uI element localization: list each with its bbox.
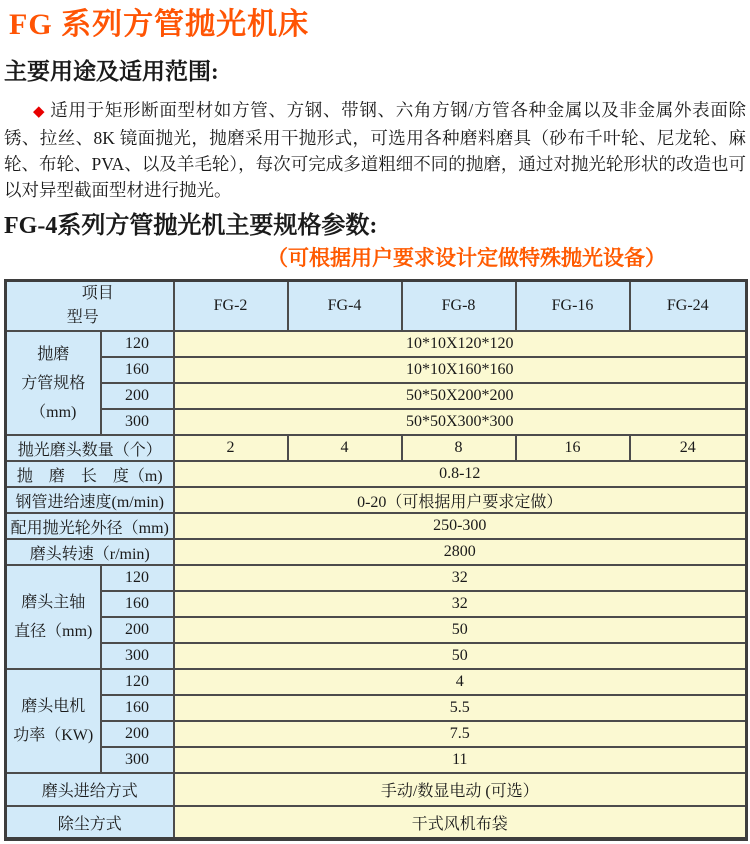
feed-speed-value: 0-20（可根据用户要求定做） [174, 487, 747, 513]
motor-sub-label: 120 [101, 669, 174, 695]
model-header-fg2: FG-2 [174, 281, 288, 332]
spec-group-label-line: 抛磨 [37, 345, 70, 363]
model-header-fg8: FG-8 [402, 281, 516, 332]
corner-cell [6, 281, 174, 332]
table-row [6, 383, 747, 409]
spindle-value: 32 [174, 591, 747, 617]
feed-mode-value: 手动/数显电动 (可选） [174, 773, 747, 806]
spindle-value: 32 [174, 565, 747, 591]
table-row [6, 591, 747, 617]
table-row [6, 331, 747, 357]
table-row [6, 617, 747, 643]
spec-value: 50*50X200*200 [174, 383, 747, 409]
usage-text: 适用于矩形断面型材如方管、方钢、带钢、六角方钢/方管各种金属以及非金属外表面除锈、拉丝、8K 镜面抛光，抛磨采用干抛形式，可选用各种磨料磨具（砂布千叶轮、尼龙轮、麻轮、布轮、PVA、以及羊毛轮），每次可完成多道粗细不同的抛磨，通过对抛光轮形状的改造也可以对异型截面型材进行抛光。 [4, 100, 746, 200]
wheel-diameter-label: 配用抛光轮外径（mm) [6, 513, 174, 539]
table-header-row [6, 281, 747, 332]
heads-count-value: 24 [630, 435, 747, 461]
table-row [6, 461, 747, 487]
spindle-sub-label: 200 [101, 617, 174, 643]
spec-group-label [6, 331, 101, 435]
table-row [6, 669, 747, 695]
grind-length-label: 抛 磨 长 度（m) [6, 461, 174, 487]
model-header-fg4: FG-4 [288, 281, 402, 332]
motor-group-label-line: 磨头电机 [21, 698, 86, 715]
dust-mode-value: 干式风机布袋 [174, 806, 747, 839]
grind-length-value: 0.8-12 [174, 461, 747, 487]
corner-label-model: 型号 [66, 309, 99, 326]
corner-label-item: 项目 [81, 285, 114, 302]
motor-value: 4 [174, 669, 747, 695]
spec-sub-label: 120 [101, 331, 174, 357]
motor-value: 11 [174, 747, 747, 773]
spec-group-label-line: 方管规格 [21, 374, 86, 392]
spindle-sub-label: 160 [101, 591, 174, 617]
spec-value: 10*10X120*120 [174, 331, 747, 357]
motor-sub-label: 160 [101, 695, 174, 721]
spec-value: 50*50X300*300 [174, 409, 747, 435]
dust-mode-label: 除尘方式 [6, 806, 174, 839]
model-header-fg16: FG-16 [516, 281, 630, 332]
table-row [6, 643, 747, 669]
spec-sub-label: 300 [101, 409, 174, 435]
head-speed-value: 2800 [174, 539, 747, 565]
table-row [6, 721, 747, 747]
spindle-group-label-line: 磨头主轴 [21, 594, 86, 611]
usage-paragraph [4, 97, 746, 203]
table-row [6, 357, 747, 383]
spindle-sub-label: 300 [101, 643, 174, 669]
motor-value: 5.5 [174, 695, 747, 721]
specs-heading: FG-4系列方管抛光机主要规格参数: [4, 213, 378, 239]
heads-count-value: 4 [288, 435, 402, 461]
spindle-sub-label: 120 [101, 565, 174, 591]
table-row [6, 409, 747, 435]
motor-value: 7.5 [174, 721, 747, 747]
spec-table [4, 279, 748, 841]
heads-count-value: 2 [174, 435, 288, 461]
usage-heading: 主要用途及适用范围: [4, 59, 219, 84]
custom-order-note: （可根据用户要求设计定做特殊抛光设备） [267, 246, 666, 270]
table-row [6, 695, 747, 721]
spindle-value: 50 [174, 617, 747, 643]
heads-count-value: 8 [402, 435, 516, 461]
table-row [6, 747, 747, 773]
table-row [6, 539, 747, 565]
table-row [6, 806, 747, 839]
feed-mode-label: 磨头进给方式 [6, 773, 174, 806]
spec-sub-label: 200 [101, 383, 174, 409]
motor-group-label [6, 669, 101, 773]
diamond-bullet-icon: ◆ [33, 104, 46, 120]
table-row [6, 513, 747, 539]
wheel-diameter-value: 250-300 [174, 513, 747, 539]
motor-sub-label: 200 [101, 721, 174, 747]
heads-count-label: 抛光磨头数量（个） [6, 435, 174, 461]
spec-value: 10*10X160*160 [174, 357, 747, 383]
spindle-group-label [6, 565, 101, 669]
table-row [6, 773, 747, 806]
feed-speed-label: 钢管进给速度(m/min) [6, 487, 174, 513]
model-header-fg24: FG-24 [630, 281, 747, 332]
motor-group-label-line: 功率（KW) [13, 727, 94, 744]
spindle-value: 50 [174, 643, 747, 669]
spec-sub-label: 160 [101, 357, 174, 383]
page-title: FG 系列方管抛光机床 [9, 8, 310, 41]
spindle-group-label-line: 直径（mm) [14, 623, 93, 640]
table-row [6, 565, 747, 591]
table-row [6, 435, 747, 461]
motor-sub-label: 300 [101, 747, 174, 773]
table-row [6, 487, 747, 513]
spec-group-label-line: （mm) [30, 403, 77, 421]
heads-count-value: 16 [516, 435, 630, 461]
head-speed-label: 磨头转速（r/min) [6, 539, 174, 565]
